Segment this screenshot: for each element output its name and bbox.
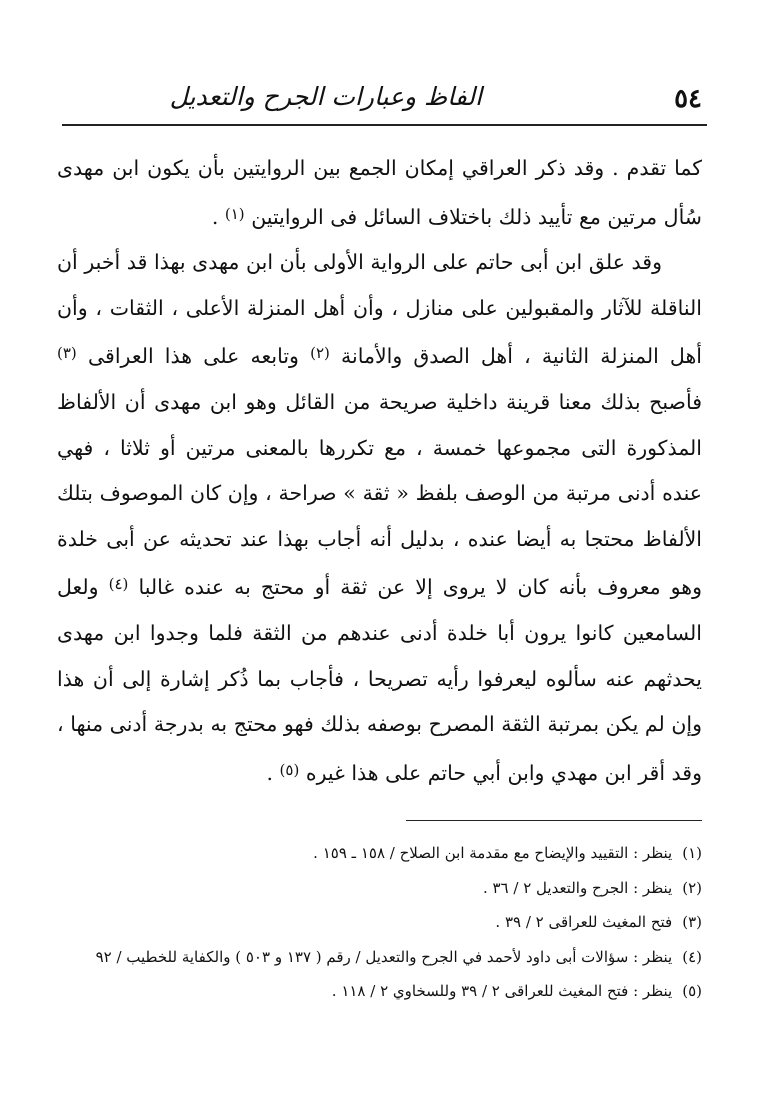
footnote-text: ينظر : التقييد والإيضاح مع مقدمة ابن الصلاح / ١٥٨ ـ ١٥٩ . bbox=[313, 844, 673, 862]
footnote-4 bbox=[52, 940, 702, 975]
footnote-text: ينظر : الجرح والتعديل ٢ / ٣٦ . bbox=[482, 878, 673, 897]
footnote-ref-5: (٥) bbox=[279, 760, 300, 779]
footnote-text: فتح المغيث للعراقى ٢ / ٣٩ . bbox=[495, 913, 673, 931]
footnote-number: (٤) bbox=[682, 947, 702, 966]
footnote-text: ينظر : سؤالات أبى داود لأحمد في الجرح والتعديل / رقم ( ١٣٧ و ٥٠٣ ) والكفاية للخطيب / ٩٢ bbox=[95, 947, 673, 966]
paragraph-1 bbox=[57, 146, 702, 240]
footnotes bbox=[52, 836, 702, 1009]
footnote-ref-1: (١) bbox=[224, 204, 245, 223]
footnote-2 bbox=[52, 871, 702, 906]
footnote-number: (٢) bbox=[682, 878, 702, 897]
page-number: ٥٤ bbox=[674, 84, 702, 114]
page-header bbox=[62, 80, 702, 120]
paragraph-2-text-c: فأصبح بذلك معنا قرينة داخلية صريحة من القائل وهو ابن مهدى أن الألفاظ المذكورة التى مجموعها خمسة ، مع تكررها بالمعنى مرتين أو ثلاثا ، فهي عنده أدنى مرتبة من الوصف بلفظ « ثقة » صراحة ، وإن كان الموصوف بتلك الألفاظ محتجا به أيضا عنده ، بدليل أنه أجاب بهذا عند تحديثه عن أبى خلدة وهو معروف بأنه كان لا يروى إلا عن ثقة أو محتج به عنده غالبا bbox=[57, 389, 702, 600]
footnote-number: (١) bbox=[682, 844, 702, 862]
paragraph-2-text-b: وتابعه على هذا العراقى bbox=[87, 344, 299, 369]
footnote-separator bbox=[406, 820, 702, 821]
running-title: الفاظ وعبارات الجرح والتعديل bbox=[169, 82, 482, 111]
footnote-3 bbox=[52, 905, 702, 940]
footnote-text: ينظر : فتح المغيث للعراقى ٢ / ٣٩ وللسخاوي ٢ / ١١٨ . bbox=[331, 982, 673, 1000]
paragraph-1-text-a: كما تقدم . وقد ذكر العراقي إمكان الجمع بين الروايتين بأن يكون ابن مهدى سُأل مرتين مع تأييد ذلك باختلاف السائل فى الروايتين bbox=[57, 156, 702, 229]
paragraph-1-text-b: . bbox=[211, 204, 219, 229]
footnote-ref-4: (٤) bbox=[108, 575, 129, 594]
header-rule bbox=[62, 124, 707, 126]
footnote-ref-3: (٣) bbox=[57, 344, 77, 363]
paragraph-2-text-e: . bbox=[266, 760, 273, 785]
paragraph-2-text-d: ولعل السامعين كانوا يرون أبا خلدة أدنى عندهم من الثقة فلما وجدوا ابن مهدى يحدثهم عنه سألوه ليعرفوا رأيه تصريحا ، فأجاب بما ذُكر إشارة إلى أن هذا وإن لم يكن بمرتبة الثقة المصرح بوصفه بذلك فهو محتج به بدرجة أدنى منها ، وقد أقر ابن مهدي وابن أبي حاتم على هذا غيره bbox=[57, 575, 702, 785]
footnote-ref-2: (٢) bbox=[310, 344, 330, 363]
footnote-1 bbox=[52, 836, 702, 871]
footnote-number: (٥) bbox=[682, 982, 702, 1000]
footnote-5 bbox=[52, 974, 702, 1009]
paragraph-2-text-a: وقد علق ابن أبى حاتم على الرواية الأولى بأن ابن مهدى بهذا قد أخبر أن الناقلة للآثار والمقبولين على منازل ، وأن أهل المنزلة الأعلى ، الثقات ، وأن أهل المنزلة الثانية ، أهل الصدق والأمانة bbox=[57, 250, 702, 369]
paragraph-2 bbox=[57, 240, 702, 796]
footnote-number: (٣) bbox=[682, 913, 702, 931]
main-text bbox=[57, 146, 702, 796]
